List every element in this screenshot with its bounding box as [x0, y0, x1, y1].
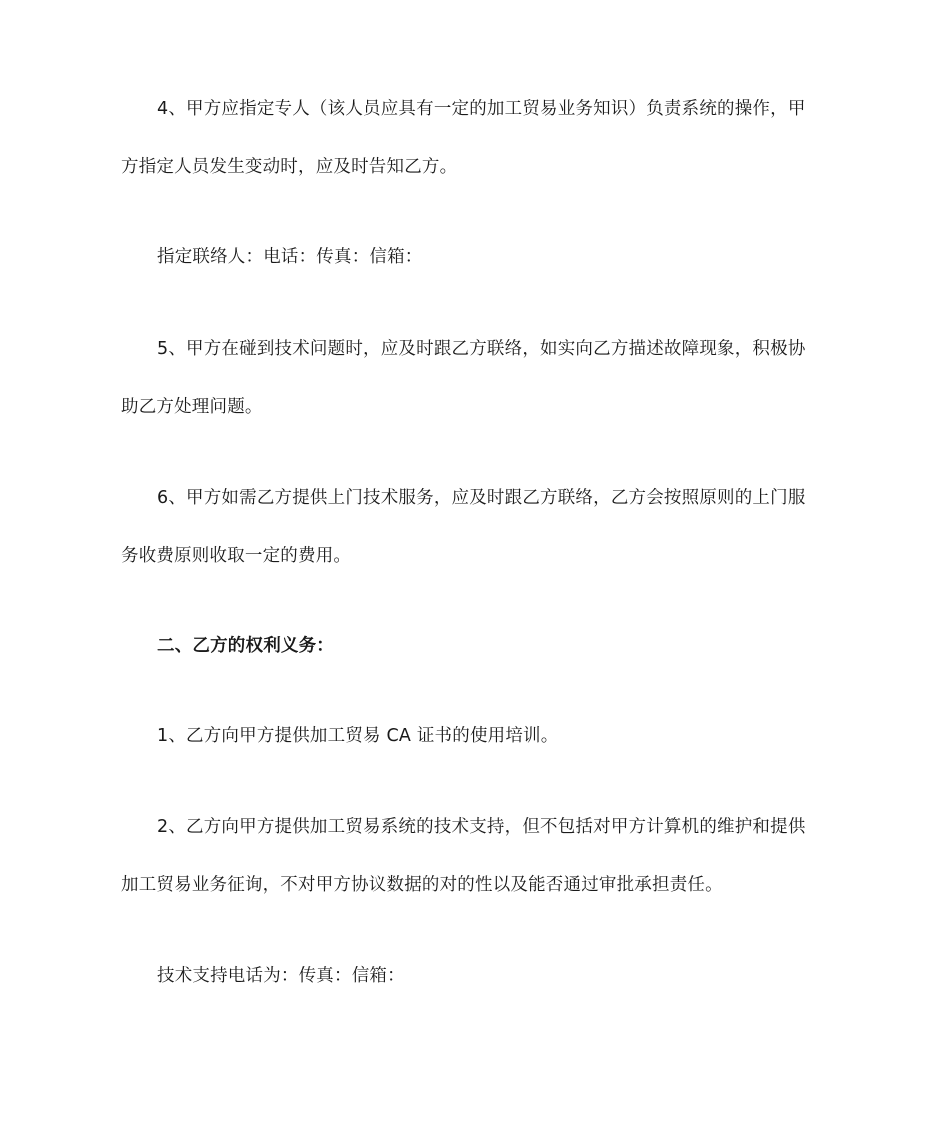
paragraph-5-line-2: 助乙方处理问题。 [121, 397, 263, 417]
paragraph-6-line-2: 务收费原则收取一定的费用。 [121, 546, 352, 566]
contact-person-line: 指定联络人：电话：传真：信箱： [157, 247, 423, 267]
paragraph-5-line-1: 5、甲方在碰到技术问题时，应及时跟乙方联络，如实向乙方描述故障现象，积极协 [157, 339, 806, 359]
paragraph-4-line-1: 4、甲方应指定专人（该人员应具有一定的加工贸易业务知识）负责系统的操作，甲 [157, 99, 806, 119]
paragraph-4-line-2: 方指定人员发生变动时，应及时告知乙方。 [121, 157, 458, 177]
obligation-2-line-2: 加工贸易业务征询，不对甲方协议数据的对的性以及能否通过审批承担责任。 [121, 875, 723, 895]
obligation-1-line-1: 1、乙方向甲方提供加工贸易 CA 证书的使用培训。 [157, 726, 559, 746]
support-contact-line: 技术支持电话为：传真：信箱： [157, 966, 405, 986]
paragraph-6-line-1: 6、甲方如需乙方提供上门技术服务，应及时跟乙方联络，乙方会按照原则的上门服 [157, 488, 806, 508]
obligation-2-line-1: 2、乙方向甲方提供加工贸易系统的技术支持，但不包括对甲方计算机的维护和提供 [157, 817, 806, 837]
section-heading: 二、乙方的权利义务： [157, 636, 334, 656]
